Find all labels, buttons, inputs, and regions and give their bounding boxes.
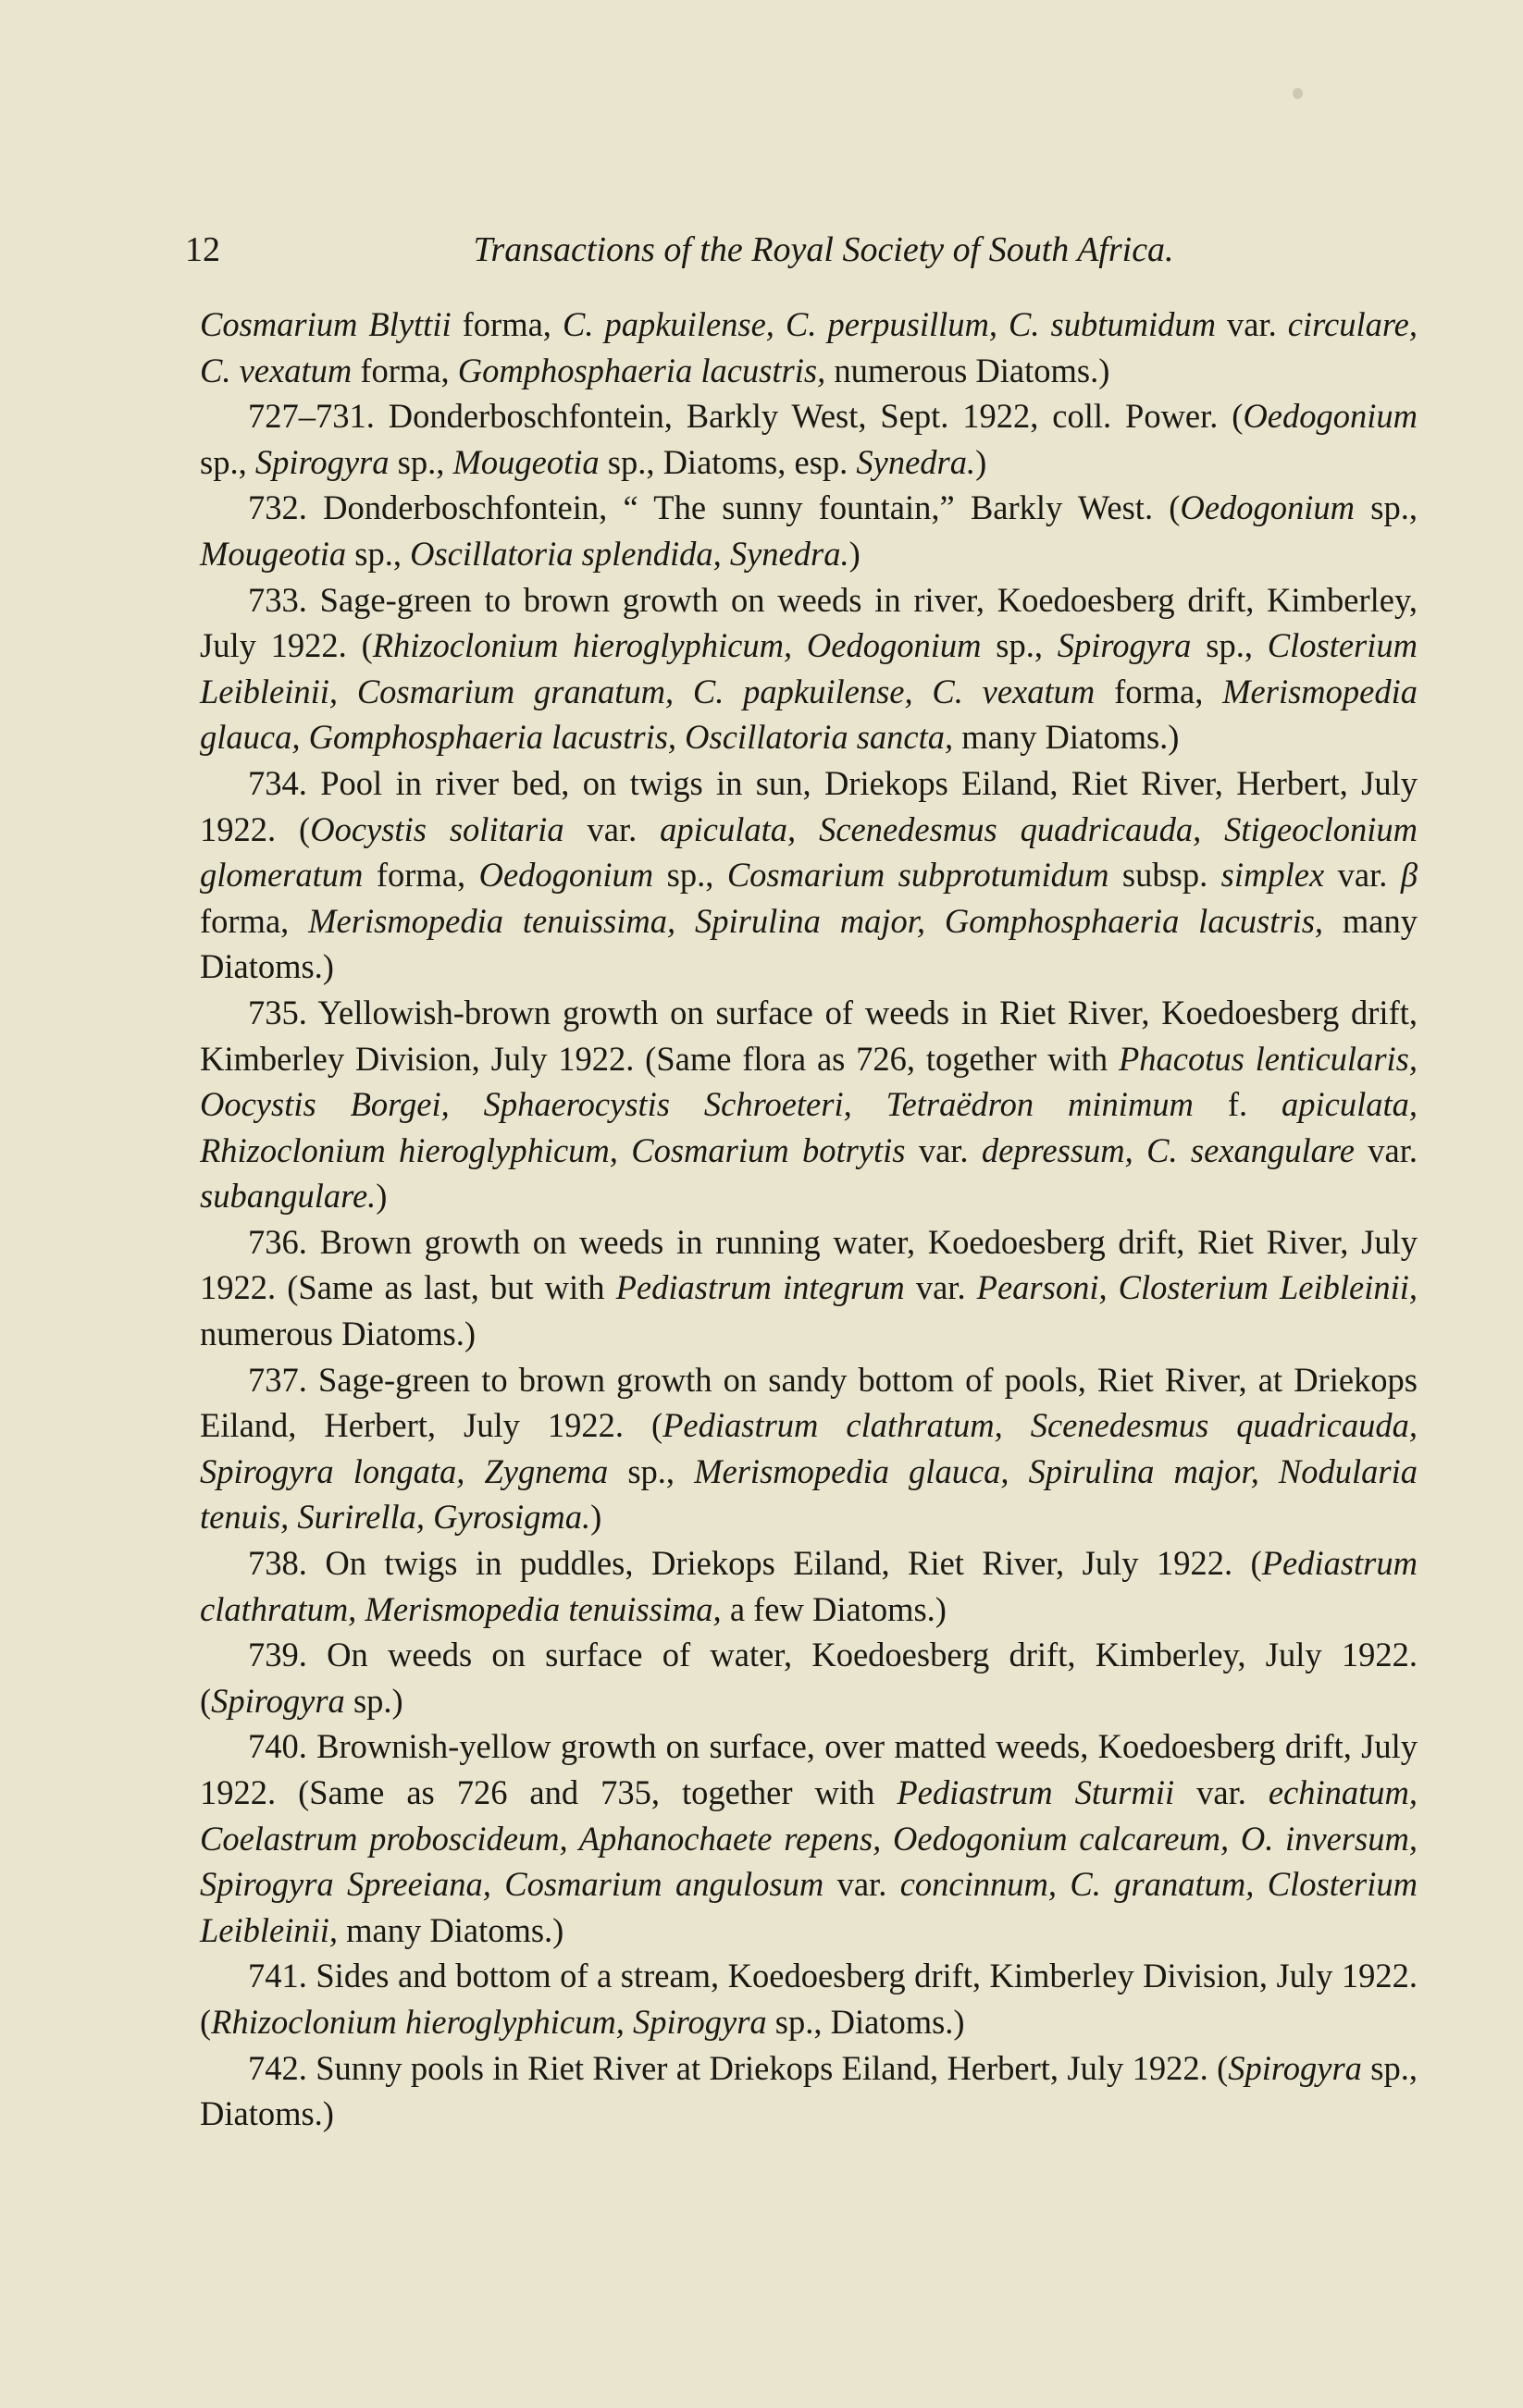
text-segment: 740. Brownish-yellow growth on surface, over matted weeds, Koedoesberg drift, July 1922. (Same as 726 and 735, together with bbox=[200, 1727, 1418, 1811]
italic-text-segment: Oocystis solitaria bbox=[310, 809, 564, 848]
text-segment: 741. Sides and bottom of a stream, Koedoesberg drift, Kimberley Division, July 1922. ( bbox=[200, 1957, 1418, 2041]
text-segment: 738. On twigs in puddles, Driekops Eiland, Riet River, July 1922. ( bbox=[248, 1544, 1262, 1583]
text-segment: sp.) bbox=[344, 1681, 403, 1720]
text-segment: ) bbox=[975, 442, 987, 481]
italic-text-segment: circulare, C. vexatum bbox=[200, 305, 1418, 389]
text-segment: sp., bbox=[389, 442, 453, 481]
text-segment: sp., Diatoms.) bbox=[766, 2002, 965, 2041]
text-segment: sp., bbox=[1355, 488, 1418, 527]
text-segment: sp., bbox=[653, 856, 727, 895]
text-segment: many Diatoms.) bbox=[338, 1910, 564, 1949]
text-segment: var. bbox=[1354, 1130, 1418, 1169]
italic-text-segment: concinnum, C. granatum, Closterium Leibleinii, bbox=[200, 1865, 1418, 1949]
italic-text-segment: depressum, C. sexangulare bbox=[981, 1130, 1355, 1169]
paragraph bbox=[200, 1357, 1418, 1540]
italic-text-segment: Pediastrum integrum bbox=[615, 1268, 905, 1307]
text-segment: subsp. bbox=[1108, 856, 1221, 895]
italic-text-segment: Mougeotia bbox=[200, 534, 347, 573]
text-segment: var. bbox=[1324, 856, 1401, 895]
text-segment: sp., bbox=[608, 1451, 695, 1490]
paragraph bbox=[200, 1540, 1418, 1632]
italic-text-segment: Oedogonium bbox=[478, 856, 654, 895]
text-segment: 739. On weeds on surface of water, Koedoesberg drift, Kimberley, July 1922. ( bbox=[200, 1636, 1418, 1720]
paragraph bbox=[200, 1632, 1418, 1723]
italic-text-segment: Rhizoclonium hieroglyphicum, Oedogonium bbox=[372, 626, 982, 665]
paragraph bbox=[200, 485, 1418, 576]
text-segment: forma, bbox=[352, 351, 458, 389]
text-segment: var. bbox=[1216, 305, 1288, 343]
text-segment: sp., bbox=[981, 626, 1058, 665]
page-number: 12 bbox=[185, 230, 220, 269]
paragraph bbox=[200, 1723, 1418, 1953]
italic-text-segment: echinatum, Coelastrum proboscideum, Aphanochaete repens, Oedogonium calcareum, O. inversum, Spirogyra Spreeiana, Cosmarium angulosum bbox=[200, 1773, 1418, 1904]
body-text bbox=[200, 302, 1418, 2137]
text-segment: sp., Diatoms, esp. bbox=[599, 442, 857, 481]
text-segment: var. bbox=[823, 1865, 900, 1904]
italic-text-segment: Oedogonium bbox=[1180, 488, 1356, 527]
text-segment: numerous Diatoms.) bbox=[200, 1315, 477, 1353]
paragraph bbox=[200, 990, 1418, 1219]
paragraph bbox=[200, 760, 1418, 990]
text-segment: 737. Sage-green to brown growth on sandy bottom of pools, Riet River, at Driekops Eiland, Herbert, July 1922. ( bbox=[200, 1360, 1418, 1445]
italic-text-segment: Spirogyra bbox=[254, 442, 390, 481]
paragraph bbox=[200, 393, 1418, 485]
italic-text-segment: Oscillatoria splendida, Synedra. bbox=[410, 534, 849, 573]
running-title: Transactions of the Royal Society of South Africa. bbox=[473, 230, 1174, 269]
italic-text-segment: apiculata, Scenedesmus quadricauda, Stigeoclonium glomeratum bbox=[200, 809, 1418, 895]
text-segment: sp., Diatoms.) bbox=[200, 2048, 1418, 2133]
text-segment: f. bbox=[1193, 1085, 1282, 1124]
italic-text-segment: Closterium Leibleinii, Cosmarium granatum, C. papkuilense, C. vexatum bbox=[200, 626, 1418, 710]
italic-text-segment: Cosmarium Blyttii bbox=[200, 305, 452, 343]
italic-text-segment: Pediastrum Sturmii bbox=[897, 1773, 1175, 1811]
running-header bbox=[185, 222, 1425, 278]
text-segment: var. bbox=[905, 1130, 982, 1169]
italic-text-segment: β bbox=[1400, 856, 1418, 895]
text-segment: many Diatoms.) bbox=[953, 718, 1180, 757]
italic-text-segment: Spirogyra bbox=[211, 1681, 345, 1720]
text-segment: forma, bbox=[363, 856, 479, 895]
text-segment: forma, bbox=[200, 901, 309, 940]
italic-text-segment: Merismopedia glauca, Gomphosphaeria lacustris, Oscillatoria sancta, bbox=[200, 672, 1418, 757]
text-segment: 742. Sunny pools in Riet River at Driekops Eiland, Herbert, July 1922. ( bbox=[248, 2048, 1229, 2087]
italic-text-segment: Merismopedia glauca, Spirulina major, Nodularia tenuis, Surirella, Gyrosigma. bbox=[200, 1451, 1418, 1537]
paragraph bbox=[200, 1219, 1418, 1357]
text-segment: 732. Donderboschfontein, “ The sunny fountain,” Barkly West. ( bbox=[248, 488, 1181, 527]
text-segment: numerous Diatoms.) bbox=[825, 351, 1110, 389]
paper-blemish bbox=[1293, 88, 1303, 99]
text-segment: 727–731. Donderboschfontein, Barkly West, Sept. 1922, coll. Power. ( bbox=[248, 397, 1244, 436]
text-segment: many Diatoms.) bbox=[200, 901, 1418, 986]
italic-text-segment: simplex bbox=[1220, 856, 1325, 895]
italic-text-segment: Pearsoni, Closterium Leibleinii, bbox=[976, 1268, 1418, 1307]
paragraph bbox=[200, 1953, 1418, 2044]
text-segment: sp., bbox=[1191, 626, 1268, 665]
paragraph bbox=[200, 577, 1418, 760]
text-segment: sp., bbox=[200, 442, 255, 481]
italic-text-segment: Cosmarium subprotumidum bbox=[726, 856, 1109, 895]
text-segment: 735. Yellowish-brown growth on surface of weeds in Riet River, Koedoesberg drift, Kimberley Division, July 1922. (Same flora as 726, together with bbox=[200, 993, 1418, 1078]
text-segment: 733. Sage-green to brown growth on weeds in river, Koedoesberg drift, Kimberley, July 1922. ( bbox=[200, 580, 1418, 665]
italic-text-segment: Pediastrum clathratum, Scenedesmus quadricauda, Spirogyra longata, Zygnema bbox=[200, 1406, 1418, 1490]
text-segment: a few Diatoms.) bbox=[721, 1589, 947, 1628]
italic-text-segment: Gomphosphaeria lacustris, bbox=[457, 351, 826, 389]
italic-text-segment: Synedra. bbox=[856, 442, 976, 481]
italic-text-segment: apiculata, Rhizoclonium hieroglyphicum, Cosmarium botrytis bbox=[200, 1085, 1418, 1169]
italic-text-segment: Spirogyra bbox=[1057, 626, 1192, 665]
italic-text-segment: Phacotus lenticularis, Oocystis Borgei, Sphaerocystis Schroeteri, Tetraëdron minimum bbox=[200, 1039, 1418, 1124]
text-segment: ) bbox=[590, 1498, 602, 1537]
text-segment: ) bbox=[376, 1177, 388, 1216]
text-segment: sp., bbox=[346, 534, 411, 573]
italic-text-segment: Mougeotia bbox=[452, 442, 600, 481]
italic-text-segment: C. papkuilense, C. perpusillum, C. subtumidum bbox=[562, 305, 1216, 343]
text-segment: forma, bbox=[1095, 672, 1223, 710]
italic-text-segment: subangulare. bbox=[200, 1177, 377, 1216]
text-segment: var. bbox=[563, 809, 661, 848]
italic-text-segment: Pediastrum clathratum, Merismopedia tenuissima, bbox=[200, 1544, 1418, 1628]
paragraph bbox=[200, 2045, 1418, 2137]
text-segment: forma, bbox=[451, 305, 563, 343]
text-segment: 734. Pool in river bed, on twigs in sun, Driekops Eiland, Riet River, Herbert, July 1922. ( bbox=[200, 763, 1418, 848]
text-segment: var. bbox=[1174, 1773, 1269, 1811]
italic-text-segment: Merismopedia tenuissima, Spirulina major, Gomphosphaeria lacustris, bbox=[308, 901, 1324, 940]
italic-text-segment: Oedogonium bbox=[1243, 397, 1418, 436]
italic-text-segment: Rhizoclonium hieroglyphicum, Spirogyra bbox=[211, 2002, 767, 2041]
italic-text-segment: Spirogyra bbox=[1228, 2048, 1362, 2087]
text-segment: ) bbox=[848, 534, 861, 573]
text-segment: 736. Brown growth on weeds in running water, Koedoesberg drift, Riet River, July 1922. (Same as last, but with bbox=[200, 1222, 1418, 1307]
paragraph bbox=[200, 302, 1418, 393]
text-segment: var. bbox=[904, 1268, 977, 1307]
